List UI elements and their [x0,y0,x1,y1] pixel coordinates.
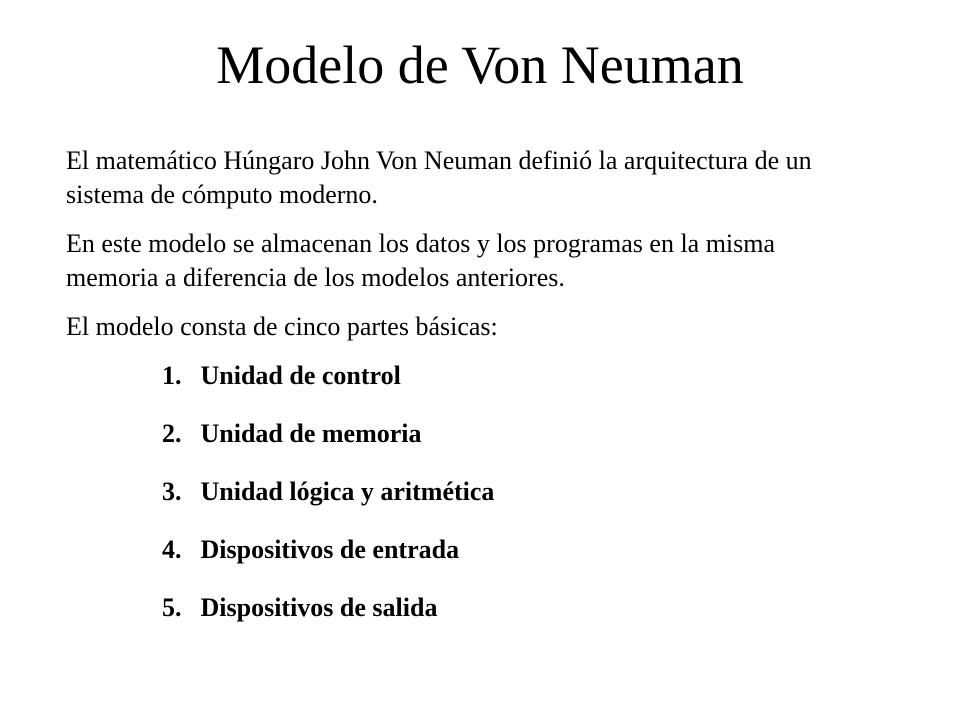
paragraph-parts-intro: El modelo consta de cinco partes básicas: [66,312,498,341]
list-item-label: Dispositivos de entrada [200,535,460,564]
list-item-number: 3. [162,477,182,506]
list-item-number: 5. [162,593,182,622]
list-item-label: Unidad de control [200,361,401,390]
list-item-number: 4. [162,535,182,564]
list-item-number: 1. [162,361,182,390]
parts-list [66,359,866,625]
list-item-number: 2. [162,419,182,448]
paragraph-intro: El matemático Húngaro John Von Neuman definió la arquitectura de un sistema de cómputo moderno. [66,146,812,209]
list-item-label: Unidad de memoria [200,419,422,448]
list-item-label: Dispositivos de salida [200,593,438,622]
slide-body [66,144,866,649]
list-item [162,533,866,567]
list-item [162,359,866,393]
list-item [162,475,866,509]
list-item [162,591,866,625]
paragraph-memory: En este modelo se almacenan los datos y los programas en la misma memoria a diferencia de los modelos anteriores. [66,229,776,292]
list-item-label: Unidad lógica y aritmética [200,477,495,506]
slide-title: Modelo de Von Neuman [216,35,744,95]
list-item [162,417,866,451]
